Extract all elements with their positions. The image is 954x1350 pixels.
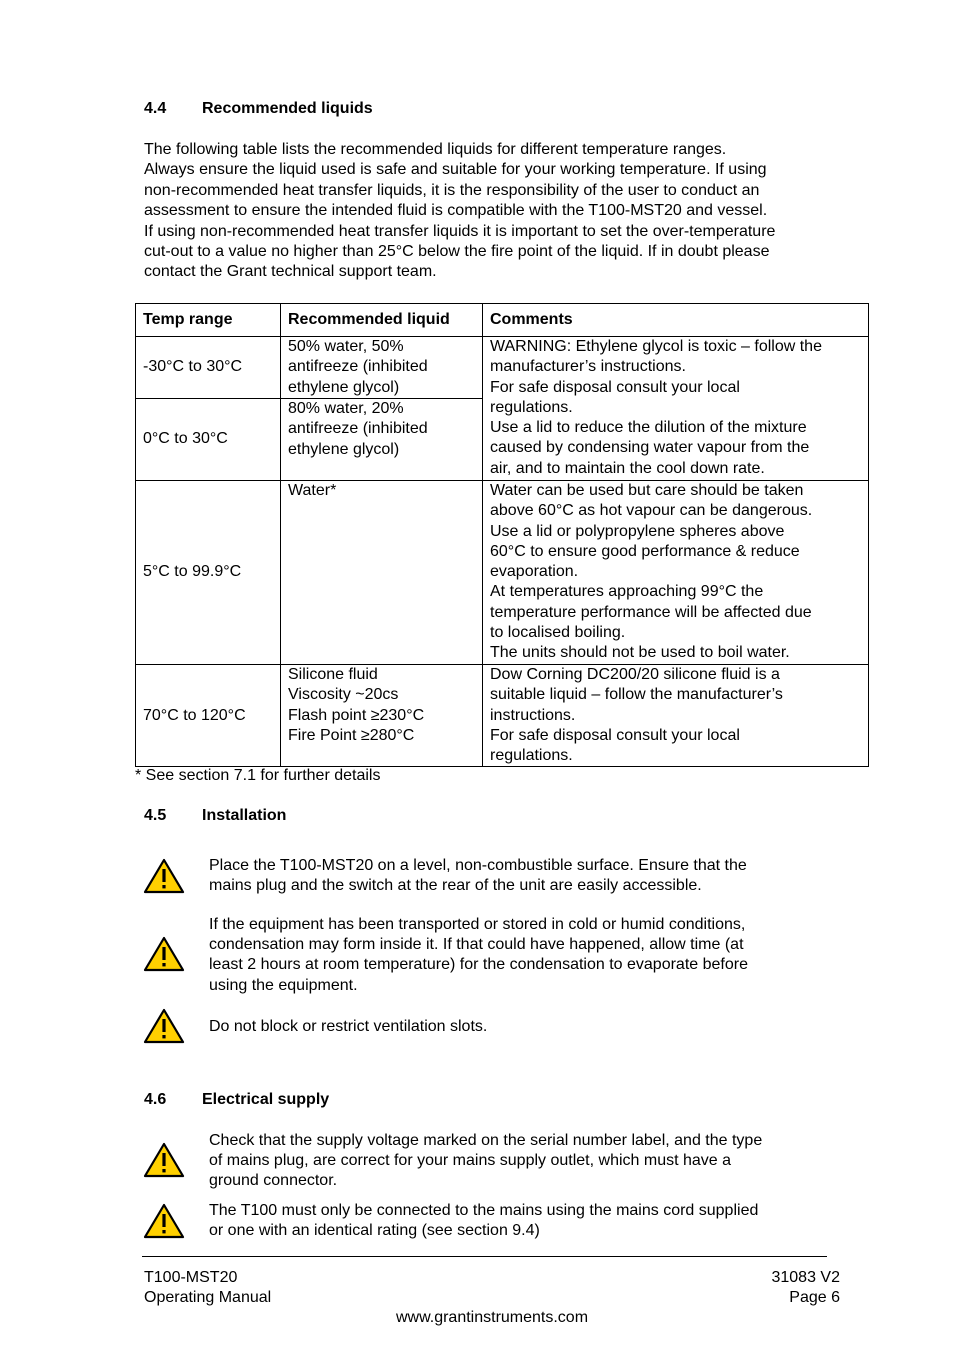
footer-page-number: Page 6 — [789, 1289, 840, 1307]
intro-line: contact the Grant technical support team. — [144, 263, 437, 281]
section-title: Electrical supply — [202, 1091, 330, 1108]
temp-range-cell: -30°C to 30°C — [136, 337, 281, 399]
section-title: Recommended liquids — [202, 100, 373, 117]
temp-range-cell: 0°C to 30°C — [136, 399, 281, 481]
section-number: 4.5 — [144, 807, 167, 824]
electrical-warning-text: Check that the supply voltage marked on the serial number label, and the type of mains plug, are correct for your mains supply outlet, which must have a ground connector. — [209, 1132, 763, 1190]
section-4-6-heading — [144, 1091, 544, 1111]
installation-warning-text: If the equipment has been transported or stored in cold or humid conditions, condensation may form inside it. If that could have happened, allow time (at least 2 hours at room temperature) for the condensation to evaporate before using the equipment. — [209, 916, 748, 994]
recommended-liquids-table — [135, 303, 869, 767]
section-4-5-heading — [144, 807, 544, 827]
intro-line: assessment to ensure the intended fluid is compatible with the T100-MST20 and vessel. — [144, 202, 768, 220]
warning-triangle-icon — [143, 857, 185, 895]
intro-line: If using non-recommended heat transfer liquids it is important to set the over-temperature — [144, 222, 776, 240]
intro-line: The following table lists the recommended liquids for different temperature ranges. — [144, 141, 727, 158]
temp-range-cell: 70°C to 120°C — [136, 665, 281, 767]
table-footnote: * See section 7.1 for further details — [135, 767, 381, 784]
liquid-cell: 80% water, 20% antifreeze (inhibited ethylene glycol) — [281, 399, 483, 481]
footer-left — [144, 1268, 271, 1309]
section-title: Installation — [202, 807, 287, 824]
header-comments: Comments — [483, 304, 869, 337]
glycol-comments-cell: WARNING: Ethylene glycol is toxic – follow the manufacturer’s instructions. For safe disposal consult your local regulations. Use a lid to reduce the dilution of the mixture caused by condensing water vapour from the air, and to maintain the cool down rate. — [483, 337, 869, 481]
temp-range-cell: 5°C to 99.9°C — [136, 481, 281, 665]
table-row — [136, 665, 869, 767]
footer-doc-number: 31083 V2 — [771, 1269, 840, 1286]
intro-line: non-recommended heat transfer liquids, it is the responsibility of the user to conduct an — [144, 181, 760, 199]
warning-triangle-icon — [143, 1202, 185, 1240]
liquid-cell: 50% water, 50% antifreeze (inhibited ethylene glycol) — [281, 337, 483, 399]
section-number: 4.6 — [144, 1091, 167, 1108]
section-number: 4.4 — [144, 100, 167, 117]
table-row — [136, 481, 869, 665]
footer-website[interactable]: www.grantinstruments.com — [395, 1309, 589, 1326]
warning-triangle-icon — [143, 935, 185, 973]
header-temp-range: Temp range — [136, 304, 281, 337]
liquid-cell: Silicone fluid Viscosity ~20cs Flash point ≥230°C Fire Point ≥280°C — [281, 665, 483, 767]
electrical-warning-text: The T100 must only be connected to the mains using the mains cord supplied or one with an identical rating (see section 9.4) — [209, 1202, 759, 1240]
liquid-cell: Water* — [281, 481, 483, 665]
table-row — [136, 337, 869, 399]
intro-paragraph — [144, 140, 775, 283]
footer-divider — [142, 1256, 827, 1257]
intro-line: cut-out to a value no higher than 25°C below the fire point of the liquid. If in doubt please — [144, 243, 770, 261]
table-header-row — [136, 304, 869, 337]
warning-triangle-icon — [143, 1007, 185, 1045]
installation-warning-text: Place the T100-MST20 on a level, non-combustible surface. Ensure that the mains plug and the switch at the rear of the unit are easily accessible. — [209, 857, 747, 895]
footer-product: T100-MST20 — [144, 1269, 238, 1286]
installation-warning-text: Do not block or restrict ventilation slots. — [209, 1018, 488, 1035]
section-4-4-heading — [144, 100, 544, 120]
comments-cell: Water can be used but care should be taken above 60°C as hot vapour can be dangerous. Use a lid or polypropylene spheres above 60°C to ensure good performance & reduce evaporation. At temperatures approaching 99°C the temperature performance will be affected due to localised boiling. The units should not be used to boil water. — [483, 481, 869, 665]
header-recommended-liquid: Recommended liquid — [281, 304, 483, 337]
footer-doc-type: Operating Manual — [144, 1289, 272, 1307]
warning-triangle-icon — [143, 1141, 185, 1179]
comments-cell: Dow Corning DC200/20 silicone fluid is a suitable liquid – follow the manufacturer’s instructions. For safe disposal consult your local regulations. — [483, 665, 869, 767]
intro-line: Always ensure the liquid used is safe and suitable for your working temperature. If using — [144, 161, 767, 179]
footer-right — [771, 1268, 840, 1309]
